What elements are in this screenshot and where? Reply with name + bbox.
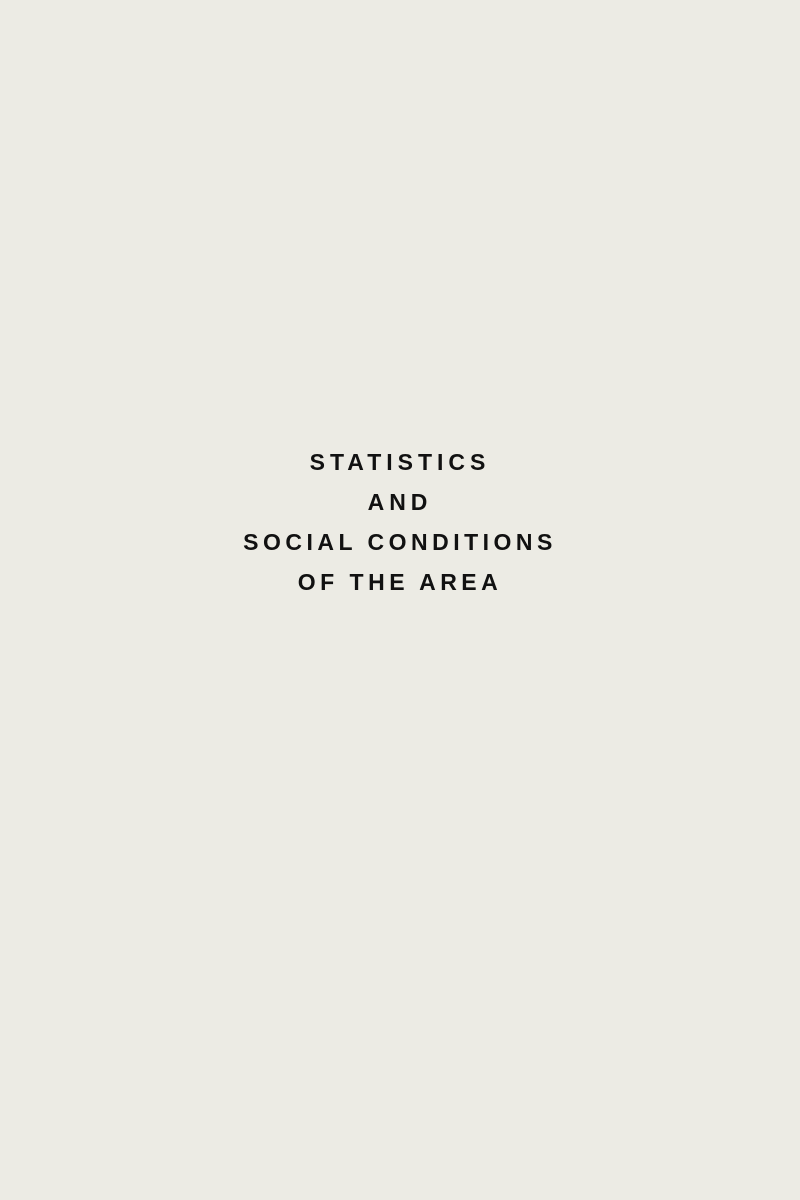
title-block xyxy=(0,442,800,602)
title-line-1: STATISTICS xyxy=(309,449,491,475)
title-line-3: SOCIAL CONDITIONS xyxy=(243,529,557,555)
title-line-4: OF THE AREA xyxy=(297,569,503,595)
title-line-2: AND xyxy=(367,489,433,515)
